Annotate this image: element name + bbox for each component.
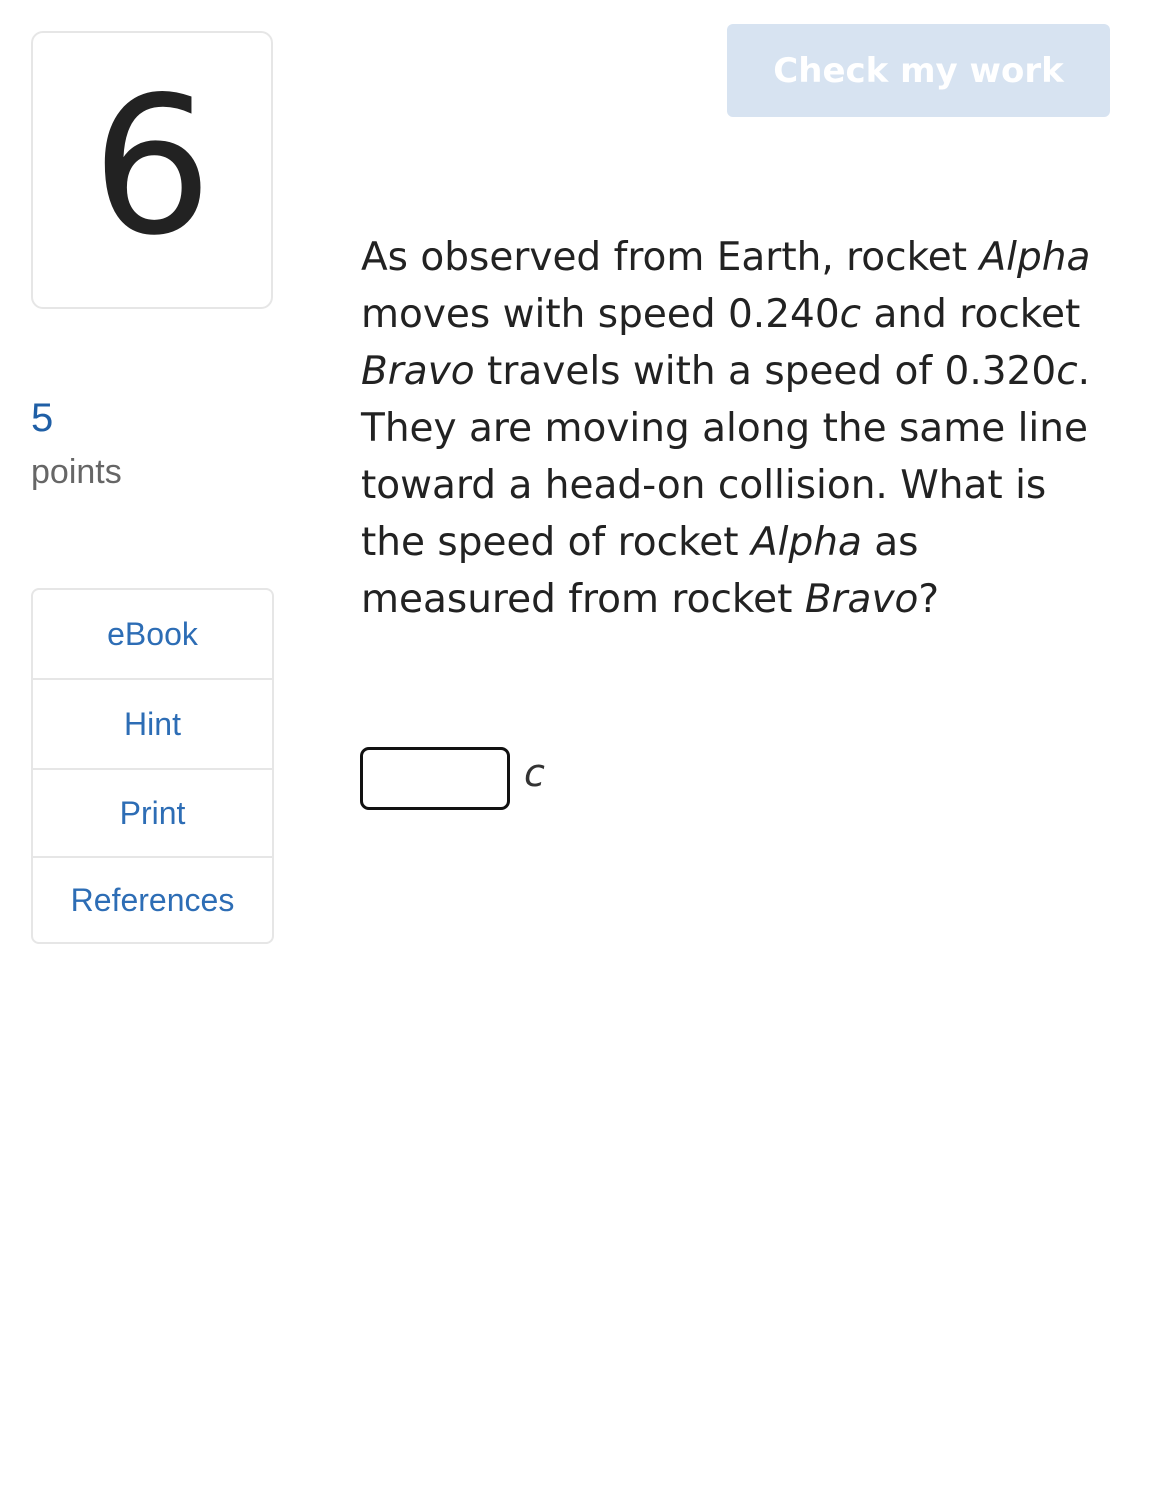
question-segment: Alpha xyxy=(979,235,1091,280)
question-segment: as measured from rocket xyxy=(361,520,919,622)
hint-link[interactable]: Hint xyxy=(33,680,272,770)
question-number-card xyxy=(31,31,273,309)
question-segment: ? xyxy=(918,577,940,622)
question-segment: Bravo xyxy=(361,349,475,394)
resources-panel xyxy=(31,588,274,944)
answer-input[interactable] xyxy=(360,747,510,810)
question-segment: moves with speed 0.240 xyxy=(361,292,840,337)
question-text xyxy=(361,229,1121,628)
question-segment: As observed from Earth, rocket xyxy=(361,235,980,280)
question-segment: and rocket xyxy=(861,292,1081,337)
question-segment: Bravo xyxy=(804,577,919,622)
references-link[interactable]: References xyxy=(70,881,235,918)
question-segment: Alpha xyxy=(750,520,862,565)
points-value: 5 xyxy=(31,396,54,440)
question-number: 6 xyxy=(91,56,213,277)
ebook-link[interactable]: eBook xyxy=(33,590,272,680)
print-link[interactable]: Print xyxy=(33,770,272,858)
question-segment: c xyxy=(839,292,862,337)
answer-unit: c xyxy=(524,751,545,795)
check-my-work-button[interactable]: Check my work xyxy=(727,24,1110,117)
question-segment: travels with a speed of 0.320 xyxy=(474,349,1057,394)
points-label: points xyxy=(31,453,122,491)
question-segment: . They are moving along the same line toward a head-on collision. What is the speed of rocket xyxy=(361,349,1091,565)
question-segment: c xyxy=(1056,349,1078,394)
